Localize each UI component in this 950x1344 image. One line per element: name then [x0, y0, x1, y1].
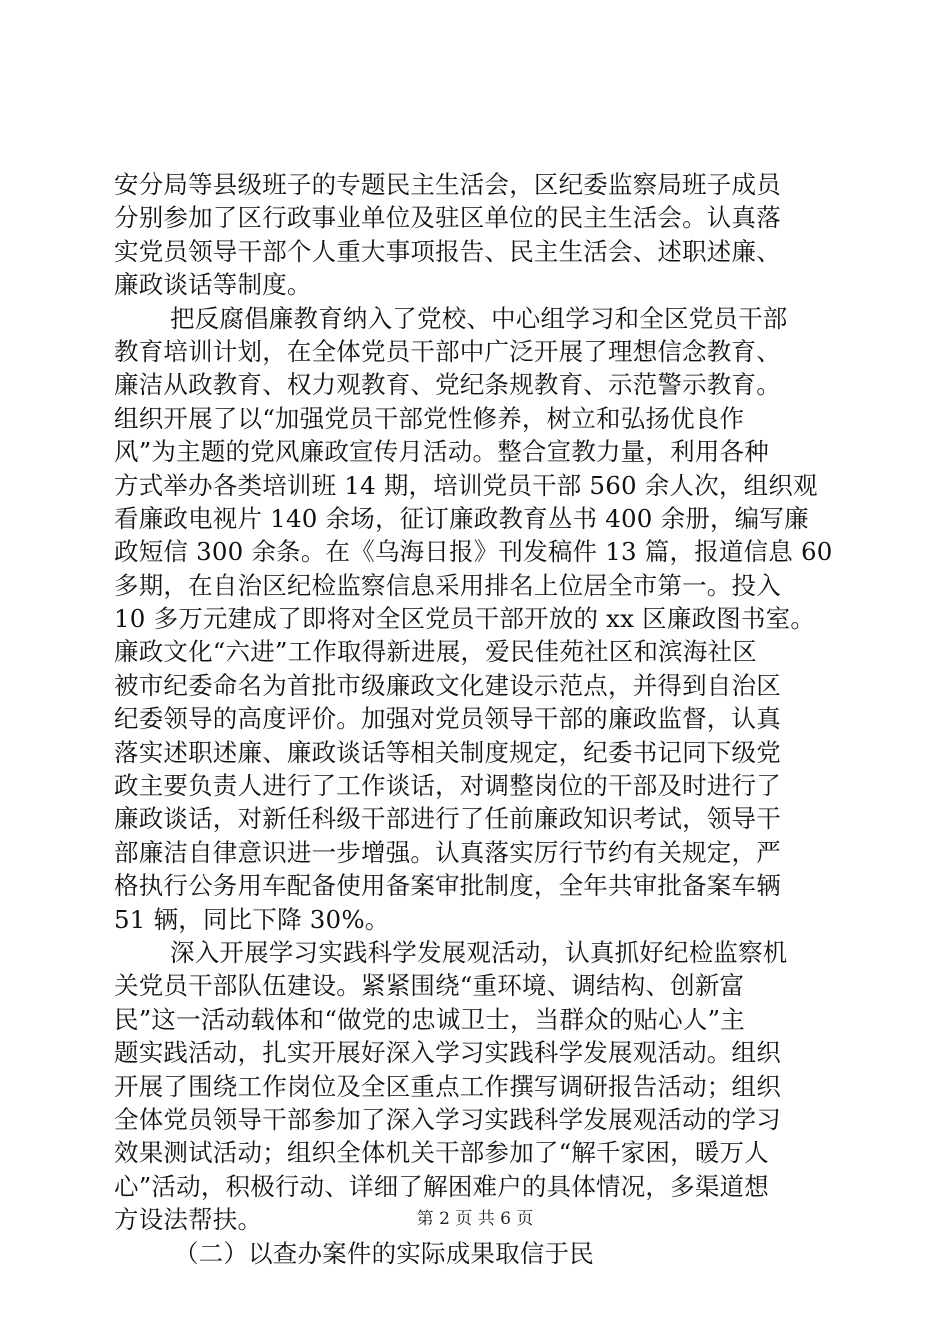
text-line: 廉洁从政教育、权力观教育、党纪条规教育、示范警示教育。: [114, 370, 781, 400]
text-line: 格执行公务用车配备使用备案审批制度，全年共审批备案车辆: [114, 871, 781, 901]
text-line: 多期，在自治区纪检监察信息采用排名上位居全市第一。投入: [114, 570, 781, 600]
text-line: 政短信 300 余条。在《乌海日报》刊发稿件 13 篇，报道信息 60: [114, 537, 833, 567]
paragraph-scientific-development: [114, 936, 834, 1237]
paragraph-anticorruption-education: [114, 302, 834, 936]
text-line: 深入开展学习实践科学发展观活动，认真抓好纪检监察机: [170, 937, 788, 967]
paragraph-continued: [114, 168, 834, 302]
text-line: 题实践活动，扎实开展好深入学习实践科学发展观活动。组织: [114, 1038, 781, 1068]
text-line: 把反腐倡廉教育纳入了党校、中心组学习和全区党员干部: [170, 303, 788, 333]
text-line: 落实述职述廉、廉政谈话等相关制度规定，纪委书记同下级党: [114, 737, 781, 767]
section-heading: （二）以查办案件的实际成果取信于民: [174, 1238, 594, 1268]
text-line: 实党员领导干部个人重大事项报告、民主生活会、述职述廉、: [114, 236, 781, 266]
text-line: 安分局等县级班子的专题民主生活会，区纪委监察局班子成员: [114, 170, 781, 199]
text-line: 方设法帮扶。: [114, 1205, 263, 1235]
text-line: 部廉洁自律意识进一步增强。认真落实厉行节约有关规定，严: [114, 837, 781, 867]
text-line: 纪委领导的高度评价。加强对党员领导干部的廉政监督，认真: [114, 704, 781, 734]
text-line: 风”为主题的党风廉政宣传月活动。整合宣教力量，利用各种: [114, 437, 769, 467]
text-line: 廉政文化“六进”工作取得新进展，爱民佳苑社区和滨海社区: [114, 637, 757, 667]
text-line: 分别参加了区行政事业单位及驻区单位的民主生活会。认真落: [114, 203, 781, 233]
text-line: 廉政谈话等制度。: [114, 270, 312, 300]
text-line: 教育培训计划，在全体党员干部中广泛开展了理想信念教育、: [114, 336, 781, 366]
text-line: 10 多万元建成了即将对全区党员干部开放的 xx 区廉政图书室。: [114, 604, 816, 634]
text-line: 心”活动，积极行动、详细了解困难户的具体情况，多渠道想: [114, 1171, 769, 1201]
text-line: 民”这一活动载体和“做党的忠诚卫士，当群众的贴心人”主: [114, 1004, 745, 1034]
text-line: 组织开展了以“加强党员干部党性修养，树立和弘扬优良作: [114, 403, 745, 433]
text-line: 看廉政电视片 140 余场，征订廉政教育丛书 400 余册，编写廉: [114, 503, 809, 533]
text-line: 关党员干部队伍建设。紧紧围绕“重环境、调结构、创新富: [114, 971, 745, 1001]
text-line: 政主要负责人进行了工作谈话，对调整岗位的干部及时进行了: [114, 771, 781, 801]
page-number-footer: 第 2 页 共 6 页: [416, 1209, 534, 1229]
text-line: 廉政谈话，对新任科级干部进行了任前廉政知识考试，领导干: [114, 804, 781, 834]
text-line: 全体党员领导干部参加了深入学习实践科学发展观活动的学习: [114, 1104, 781, 1134]
text-line: 方式举办各类培训班 14 期，培训党员干部 560 余人次，组织观: [114, 470, 818, 500]
text-line: 被市纪委命名为首批市级廉政文化建设示范点，并得到自治区: [114, 670, 781, 700]
text-line: 开展了围绕工作岗位及全区重点工作撰写调研报告活动；组织: [114, 1071, 781, 1101]
document-body: [114, 168, 834, 1270]
text-line: 效果测试活动；组织全体机关干部参加了“解千家困，暖万人: [114, 1138, 769, 1168]
text-line: 51 辆，同比下降 30%。: [114, 904, 390, 934]
